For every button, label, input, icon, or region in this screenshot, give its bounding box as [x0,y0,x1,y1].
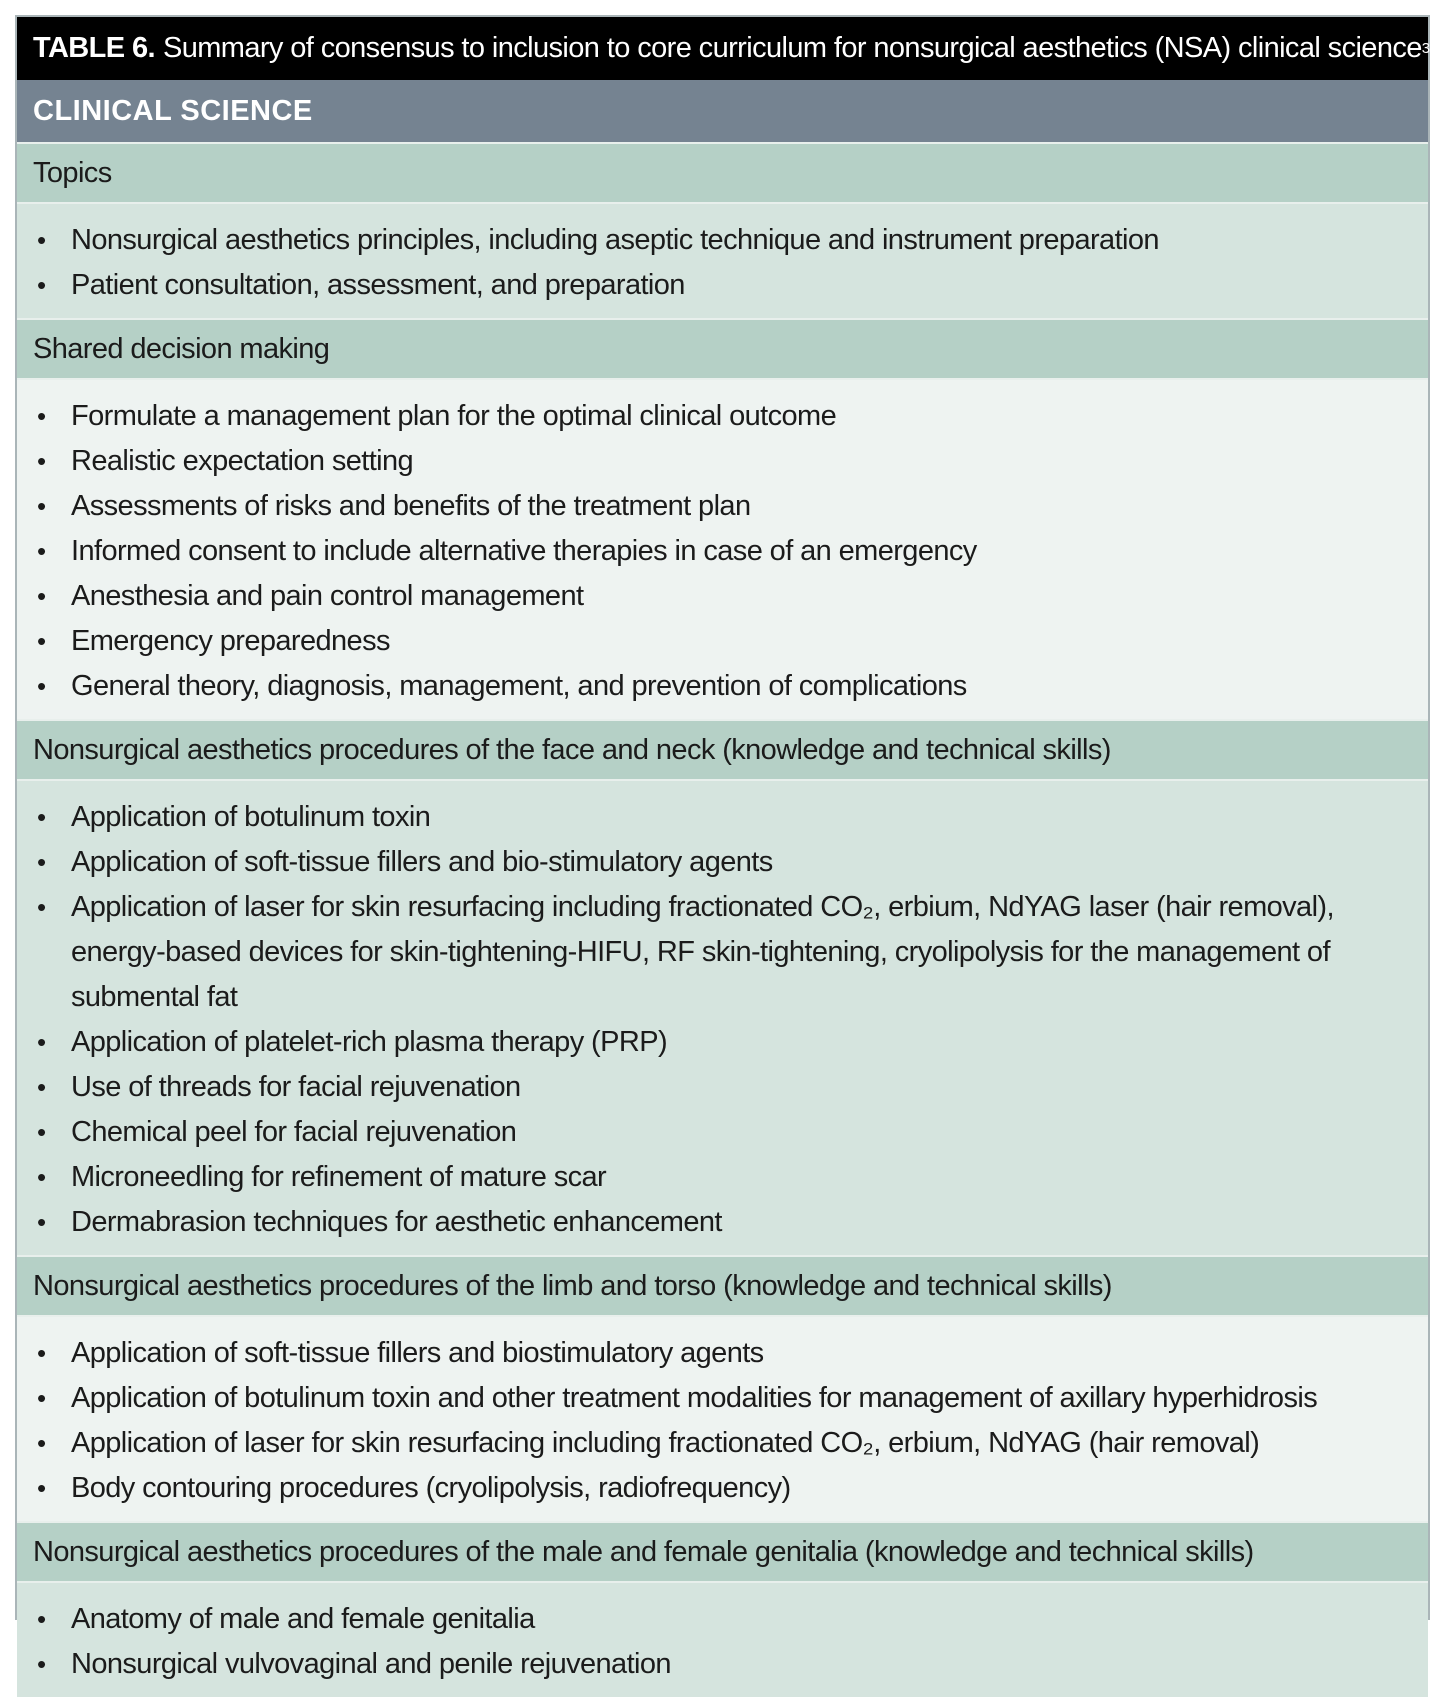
list-item: • Anatomy of male and female genitalia [17,1597,1428,1642]
bullet-icon: • [37,1338,46,1368]
list-item: • Application of laser for skin resurfacing including fractionated CO₂, erbium, NdYAG (hair removal) [17,1421,1428,1466]
section-heading: CLINICAL SCIENCE [17,80,1428,142]
list-item: • Application of soft-tissue fillers and biostimulatory agents [17,1331,1428,1376]
list-item: • Patient consultation, assessment, and preparation [17,263,1428,308]
bullet-icon: • [37,1162,46,1192]
group-body-face-neck [17,779,1428,1255]
bullet-icon: • [37,225,46,255]
list-item: • Realistic expectation setting [17,439,1428,484]
group-heading-shared-decision: Shared decision making [17,318,1428,378]
group-body-limb-torso [17,1315,1428,1521]
bullet-icon: • [37,1428,46,1458]
group-body-topics [17,202,1428,318]
list-item: • Microneedling for refinement of mature scar [17,1155,1428,1200]
bullet-icon: • [37,1473,46,1503]
bullet-icon: • [37,892,46,922]
bullet-icon: • [37,1383,46,1413]
bullet-icon: • [37,671,46,701]
list-item: • General theory, diagnosis, management, and prevention of complications [17,664,1428,709]
bullet-icon: • [37,446,46,476]
list-item: • Dermabrasion techniques for aesthetic enhancement [17,1200,1428,1245]
bullet-icon: • [37,1604,46,1634]
table-caption: Summary of consensus to inclusion to core curriculum for nonsurgical aesthetics (NSA) clinical science [162,32,1422,64]
list-item: • Informed consent to include alternative therapies in case of an emergency [17,529,1428,574]
bullet-icon: • [37,1117,46,1147]
list-item: • Application of botulinum toxin [17,795,1428,840]
bullet-icon: • [37,581,46,611]
bullet-icon: • [37,847,46,877]
list-item: • Nonsurgical vulvovaginal and penile rejuvenation [17,1642,1428,1687]
bullet-icon: • [37,1649,46,1679]
list-item: • Anesthesia and pain control management [17,574,1428,619]
group-body-shared-decision [17,378,1428,719]
list-item: • Application of laser for skin resurfacing including fractionated CO₂, erbium, NdYAG laser (hair removal), energy-based devices for skin-tightening-HIFU, RF skin-tightening, cryolipolysis for the management of submental fat [17,885,1428,1020]
bullet-icon: • [37,1207,46,1237]
list-item: • Assessments of risks and benefits of the treatment plan [17,484,1428,529]
list-item: • Body contouring procedures (cryolipolysis, radiofrequency) [17,1466,1428,1511]
bullet-icon: • [37,491,46,521]
group-heading-face-neck: Nonsurgical aesthetics procedures of the face and neck (knowledge and technical skills) [17,719,1428,779]
bullet-icon: • [37,802,46,832]
list-item: • Chemical peel for facial rejuvenation [17,1110,1428,1155]
group-heading-genitalia: Nonsurgical aesthetics procedures of the male and female genitalia (knowledge and technical skills) [17,1521,1428,1581]
list-item: • Application of platelet-rich plasma therapy (PRP) [17,1020,1428,1065]
bullet-icon: • [37,1027,46,1057]
bullet-icon: • [37,270,46,300]
group-heading-topics: Topics [17,142,1428,202]
list-item: • Nonsurgical aesthetics principles, including aseptic technique and instrument preparation [17,218,1428,263]
list-item: • Application of soft-tissue fillers and bio-stimulatory agents [17,840,1428,885]
bullet-icon: • [37,536,46,566]
bullet-icon: • [37,1072,46,1102]
table-title: TABLE 6. Summary of consensus to inclusion to core curriculum for nonsurgical aesthetics (NSA) clinical science 37 [17,17,1428,80]
list-item: • Application of botulinum toxin and other treatment modalities for management of axillary hyperhidrosis [17,1376,1428,1421]
table-label: TABLE 6. [33,32,155,64]
bullet-icon: • [37,401,46,431]
list-item: • Formulate a management plan for the optimal clinical outcome [17,394,1428,439]
list-item: • Emergency preparedness [17,619,1428,664]
summary-table [15,15,1438,1680]
group-body-genitalia [17,1581,1428,1697]
list-item: • Use of threads for facial rejuvenation [17,1065,1428,1110]
group-heading-limb-torso: Nonsurgical aesthetics procedures of the limb and torso (knowledge and technical skills) [17,1255,1428,1315]
bullet-icon: • [37,626,46,656]
